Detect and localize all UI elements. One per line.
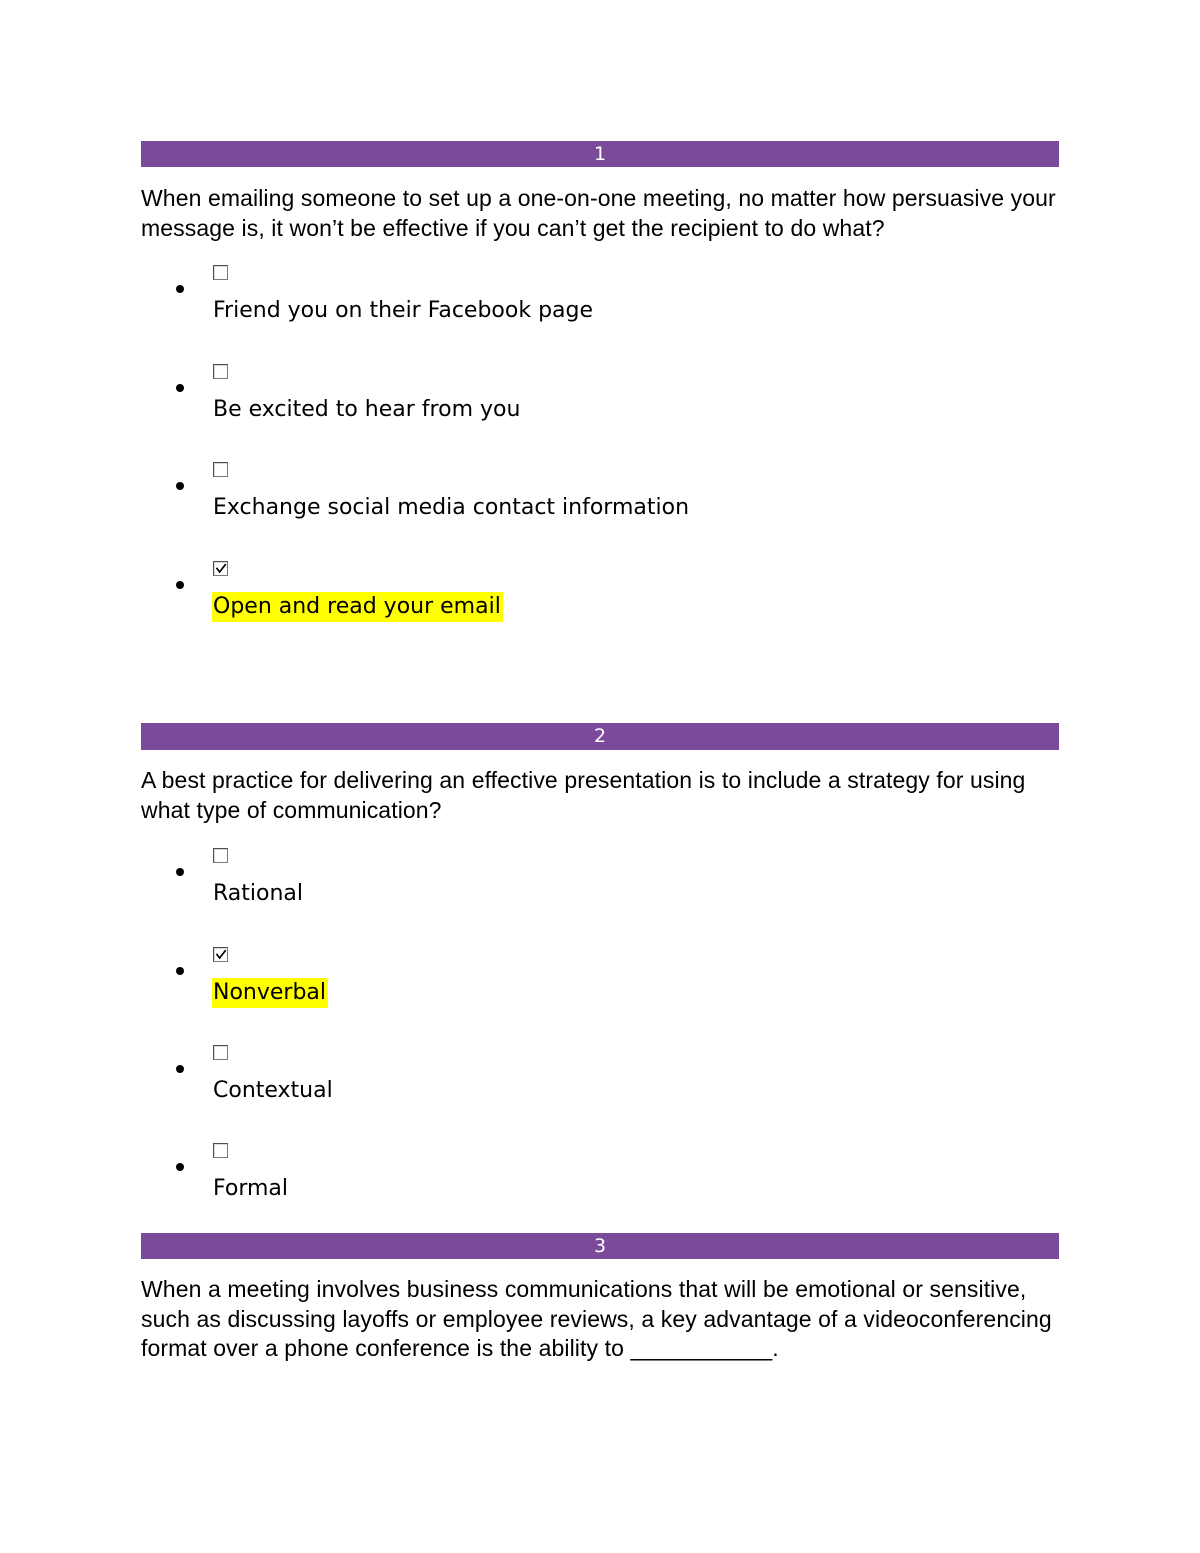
answer-option-label: Contextual [213, 1078, 333, 1103]
answer-option[interactable] [141, 462, 1041, 532]
checkbox-unchecked-icon[interactable] [213, 1143, 228, 1158]
answer-option-label: Be excited to hear from you [213, 397, 521, 422]
bullet-icon [176, 967, 184, 975]
checkbox-checked-icon[interactable] [213, 561, 228, 576]
question-text: A best practice for delivering an effective presentation is to include a strategy for using what type of communication? [141, 767, 1026, 823]
answer-option-label: Friend you on their Facebook page [213, 298, 594, 323]
answer-option[interactable] [141, 848, 1041, 918]
bullet-icon [176, 384, 184, 392]
bullet-icon [176, 1163, 184, 1171]
checkbox-checked-icon[interactable] [213, 947, 228, 962]
bullet-icon [176, 285, 184, 293]
answer-option[interactable] [141, 1045, 1041, 1115]
question-text: When emailing someone to set up a one-on-one meeting, no matter how persuasive your message is, it won’t be effective if you can’t get the recipient to do what? [141, 185, 1056, 241]
question-1 [141, 141, 1059, 619]
question-2 [141, 723, 1059, 1201]
question-number-bar: 1 [141, 141, 1059, 167]
question-number-bar: 3 [141, 1233, 1059, 1259]
bullet-icon [176, 482, 184, 490]
answer-option-label: Rational [213, 881, 304, 906]
question-text: When a meeting involves business communications that will be emotional or sensitive, such as discussing layoffs or employee reviews, a key advantage of a videoconferencing format over a phone conference is the ability to ___________. [141, 1276, 1052, 1361]
answer-option-label-highlighted: Open and read your email [212, 592, 503, 622]
answer-option[interactable] [141, 364, 1041, 434]
checkbox-unchecked-icon[interactable] [213, 848, 228, 863]
answer-option-label: Formal [213, 1176, 289, 1201]
answer-option[interactable] [141, 265, 1041, 335]
question-3 [141, 1233, 1059, 1364]
checkbox-unchecked-icon[interactable] [213, 1045, 228, 1060]
bullet-icon [176, 1065, 184, 1073]
checkbox-unchecked-icon[interactable] [213, 265, 228, 280]
answer-option-selected[interactable] [141, 561, 1041, 631]
answer-option-label: Exchange social media contact information [213, 495, 690, 520]
question-number-bar: 2 [141, 723, 1059, 750]
checkbox-unchecked-icon[interactable] [213, 462, 228, 477]
bullet-icon [176, 581, 184, 589]
answer-option-selected[interactable] [141, 947, 1041, 1017]
answer-option-label-highlighted: Nonverbal [212, 978, 328, 1008]
bullet-icon [176, 868, 184, 876]
checkbox-unchecked-icon[interactable] [213, 364, 228, 379]
answer-option[interactable] [141, 1143, 1041, 1213]
